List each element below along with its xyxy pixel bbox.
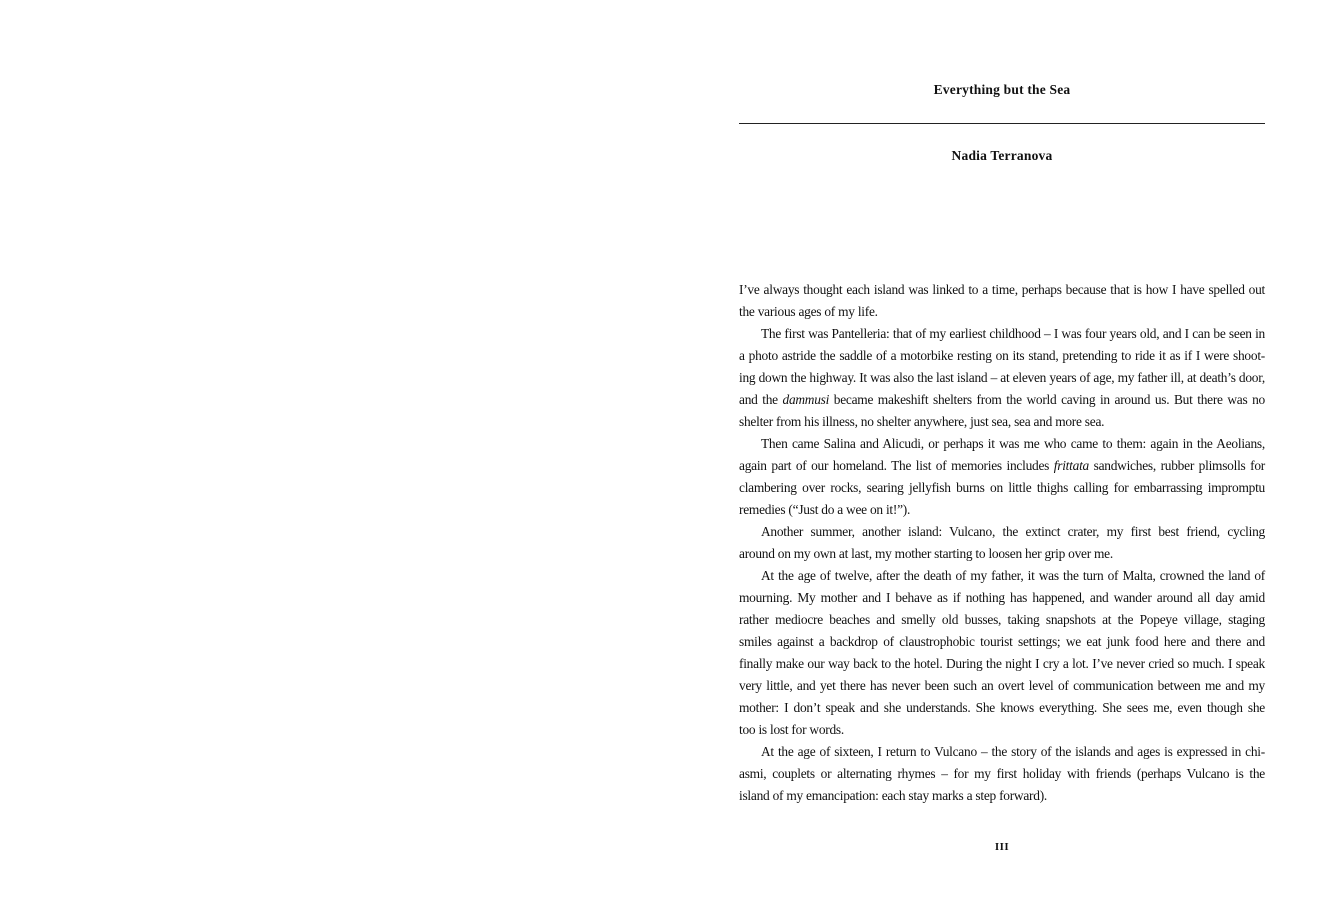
- text-run: finally make our way back to the hotel. During the night I cry a lot. I’ve never cried so much. I speak: [739, 656, 1265, 671]
- text-run: island of my emancipation: each stay marks a step forward).: [739, 788, 1048, 803]
- text-line: [739, 279, 1265, 301]
- text-run: very little, and yet there has never been such an overt level of communication between me and my: [739, 678, 1265, 693]
- paragraph: [739, 521, 1265, 565]
- text-run: around on my own at last, my mother starting to loosen her grip over me.: [739, 546, 1113, 561]
- text-run: At the age of twelve, after the death of my father, it was the turn of Malta, crowned the land of: [761, 568, 1265, 583]
- page-number: III: [994, 841, 1010, 853]
- author-name: Nadia Terranova: [951, 148, 1053, 163]
- text-run: Another summer, another island: Vulcano, the extinct crater, my first best friend, cycling: [761, 524, 1265, 539]
- text-run: smiles against a backdrop of claustrophobic tourist settings; we eat junk food here and there and: [739, 634, 1265, 649]
- text-run: shelter from his illness, no shelter anywhere, just sea, sea and more sea.: [739, 414, 1105, 429]
- text-run: the various ages of my life.: [739, 304, 878, 319]
- text-line: [739, 301, 1265, 323]
- text-line: [739, 785, 1265, 807]
- text-run: asmi, couplets or alternating rhymes – for my first holiday with friends (perhaps Vulcano is the: [739, 766, 1265, 781]
- text-run: ing down the highway. It was also the last island – at eleven years of age, my father ill, at death’s door,: [739, 370, 1265, 385]
- paragraph: [739, 433, 1265, 521]
- left-page-blank: [0, 0, 667, 904]
- title-divider: [739, 123, 1265, 124]
- paragraph: [739, 741, 1265, 807]
- text-line: [739, 389, 1265, 411]
- chapter-title: Everything but the Sea: [933, 82, 1071, 97]
- text-run: I’ve always thought each island was linked to a time, perhaps because that is how I have spelled out: [739, 282, 1265, 297]
- text-line: [739, 411, 1265, 433]
- text-line: [739, 719, 1265, 741]
- text-line: [739, 631, 1265, 653]
- paragraph: [739, 279, 1265, 323]
- body-text: [739, 279, 1265, 807]
- text-line: [739, 741, 1265, 763]
- text-line: [739, 367, 1265, 389]
- text-line: [739, 763, 1265, 785]
- text-run: Then came Salina and Alicudi, or perhaps it was me who came to them: again in the Aeolians,: [761, 436, 1265, 451]
- italic-term: dammusi: [782, 392, 830, 407]
- text-line: [739, 323, 1265, 345]
- text-line: [739, 609, 1265, 631]
- italic-term: frittata: [1053, 458, 1089, 473]
- text-run: clambering over rocks, searing jellyfish burns on little thighs calling for embarrassing impromptu: [739, 480, 1265, 495]
- text-run: The first was Pantelleria: that of my earliest childhood – I was four years old, and I can be seen in: [761, 326, 1265, 341]
- text-run: remedies (“Just do a wee on it!”).: [739, 502, 911, 517]
- text-line: [739, 499, 1265, 521]
- text-line: [739, 587, 1265, 609]
- text-line: [739, 543, 1265, 565]
- text-line: [739, 697, 1265, 719]
- text-line: [739, 345, 1265, 367]
- text-run: sandwiches, rubber plimsolls for: [1089, 458, 1266, 473]
- text-run: too is lost for words.: [739, 722, 844, 737]
- text-run: and the: [739, 392, 783, 407]
- text-run: a photo astride the saddle of a motorbike resting on its stand, pretending to ride it as if I were shoot-: [739, 348, 1265, 363]
- text-line: [739, 477, 1265, 499]
- text-line: [739, 433, 1265, 455]
- text-run: mourning. My mother and I behave as if nothing has happened, and wander around all day amid: [739, 590, 1265, 605]
- text-run: became makeshift shelters from the world caving in around us. But there was no: [829, 392, 1266, 407]
- text-line: [739, 455, 1265, 477]
- text-line: [739, 675, 1265, 697]
- text-run: mother: I don’t speak and she understands. She knows everything. She sees me, even though she: [739, 700, 1265, 715]
- text-line: [739, 521, 1265, 543]
- text-run: At the age of sixteen, I return to Vulcano – the story of the islands and ages is expressed in chi-: [761, 744, 1265, 759]
- paragraph: [739, 565, 1265, 741]
- text-run: rather mediocre beaches and smelly old busses, taking snapshots at the Popeye village, staging: [739, 612, 1265, 627]
- text-run: again part of our homeland. The list of memories includes: [739, 458, 1054, 473]
- paragraph: [739, 323, 1265, 433]
- text-line: [739, 565, 1265, 587]
- text-line: [739, 653, 1265, 675]
